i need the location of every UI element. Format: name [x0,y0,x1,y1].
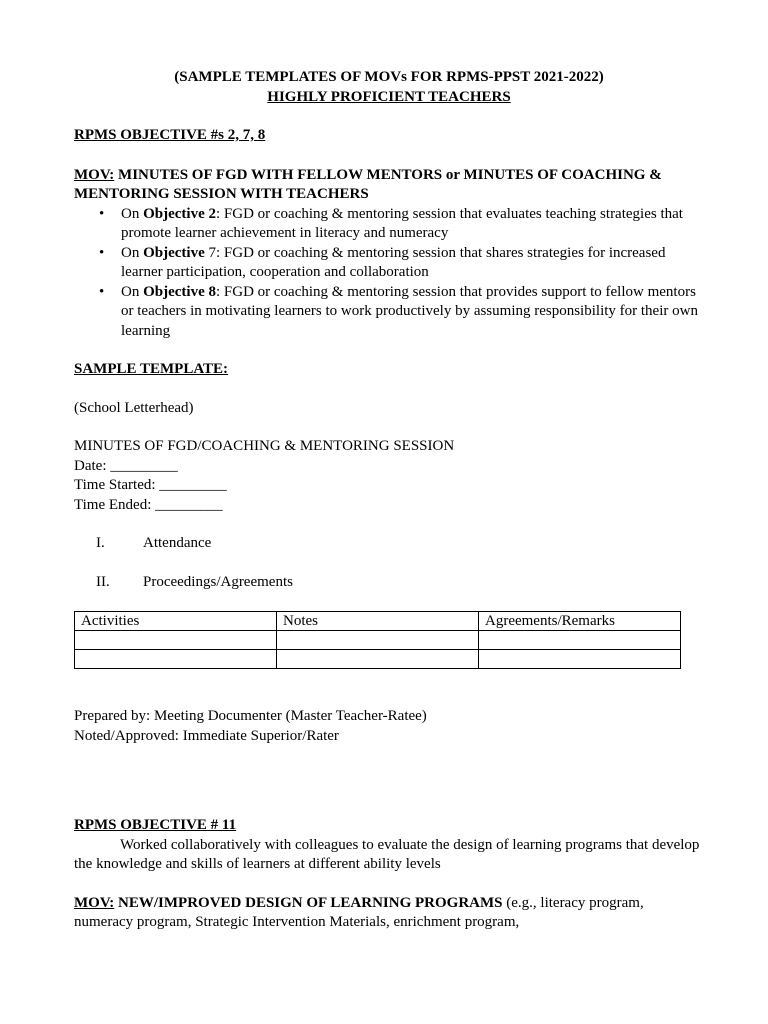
table-cell [479,631,681,650]
objective-11-description: Worked collaboratively with colleagues to evaluate the design of learning programs that develop the knowledge and skills of learners at different ability levels [74,836,700,872]
objective-bullet-list [74,205,704,342]
section-label: Attendance [143,535,212,551]
mov-rest-2: (e.g., literacy program, numeracy program, Strategic Intervention Materials, enrichment program, [74,894,644,930]
document-header-line2: HIGHLY PROFICIENT TEACHERS [267,88,511,105]
bullet-rest: : FGD or coaching & mentoring session that evaluates teaching strategies that promote learner achievement in literacy and numeracy [121,205,683,241]
section-proceedings [74,573,704,593]
objective-heading-2 [74,816,704,836]
section-label: Proceedings/Agreements [143,573,293,590]
document-page [74,68,704,933]
section-number: I. [96,535,105,551]
bullet-bold: Objective [143,244,205,261]
table-header-agreements: Agreements/Remarks [479,612,681,631]
bullet-icon: • [99,283,105,300]
table-cell [75,650,277,669]
list-item [74,283,704,342]
sample-template-heading: SAMPLE TEMPLATE: [74,361,229,377]
bullet-icon: • [99,244,105,261]
table-header-activities: Activities [75,612,277,631]
minutes-title: MINUTES OF FGD/COACHING & MENTORING SESSION [74,438,455,454]
date-line: Date: _________ [74,457,178,474]
bullet-bold: Objective 2 [143,205,216,222]
table-row [75,650,681,669]
objective-heading-1-text: RPMS OBJECTIVE #s 2, 7, 8 [74,127,266,143]
school-letterhead: (School Letterhead) [74,399,194,416]
table-header-row [75,612,681,631]
list-item [74,205,704,244]
mov-bold-2: NEW/IMPROVED DESIGN OF LEARNING PROGRAMS [114,894,503,911]
table-cell [277,650,479,669]
document-header-line1: (SAMPLE TEMPLATES OF MOVs FOR RPMS-PPST 2021-2022) [174,69,604,85]
table-cell [277,631,479,650]
bullet-bold: Objective 8 [143,283,216,300]
bullet-prefix: On [121,244,144,261]
table-cell [75,631,277,650]
mov-line-1 [74,166,704,205]
bullet-prefix: On [121,205,144,222]
time-started-line: Time Started: _________ [74,477,227,493]
list-item [74,244,704,283]
mov-label-1: MOV: [74,166,115,183]
section-number: II. [96,573,110,590]
mov-line-2 [74,894,704,933]
proceedings-table [74,611,681,669]
bullet-rest: 7: FGD or coaching & mentoring session that shares strategies for increased learner participation, cooperation and collaboration [121,244,666,280]
time-ended-line: Time Ended: _________ [74,496,223,513]
objective-heading-2-text: RPMS OBJECTIVE # 11 [74,817,237,833]
table-row [75,631,681,650]
bullet-icon: • [99,205,105,222]
section-attendance [74,534,704,554]
prepared-by-line: Prepared by: Meeting Documenter (Master Teacher-Ratee) [74,708,427,724]
objective-heading-1 [74,126,704,146]
bullet-rest: : FGD or coaching & mentoring session that provides support to fellow mentors or teachers in motivating learners to work productively by assuming responsibility for their own learning [121,283,698,339]
bullet-prefix: On [121,283,144,300]
table-cell [479,650,681,669]
noted-approved-line: Noted/Approved: Immediate Superior/Rater [74,727,339,744]
mov-text-1: MINUTES OF FGD WITH FELLOW MENTORS or MINUTES OF COACHING & MENTORING SESSION WITH TEACHERS [74,166,662,202]
table-header-notes: Notes [277,612,479,631]
mov-label-2: MOV: [74,894,115,911]
